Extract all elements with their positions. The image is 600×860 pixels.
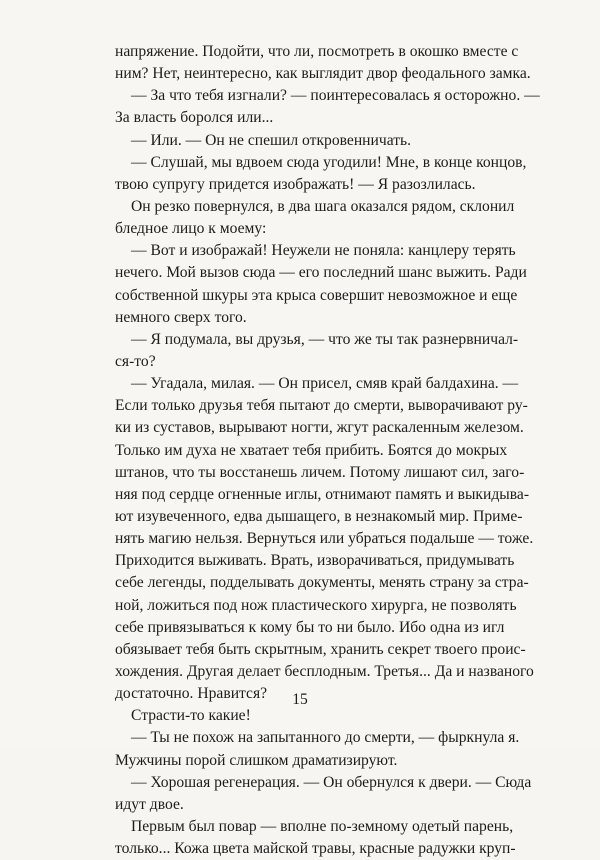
- text-line: бледное лицо к моему:: [115, 220, 267, 238]
- page-body-text: [115, 41, 540, 860]
- text-line: себе легенды, подделывать документы, менять страну за стра-: [115, 574, 529, 592]
- text-line: — Слушай, мы вдвоем сюда угодили! Мне, в конце концов,: [131, 153, 527, 171]
- text-line: немного сверх того.: [115, 308, 247, 326]
- text-line: твою супругу придется изображать! — Я разозлилась.: [115, 175, 476, 193]
- text-line: штанов, что ты восстанешь личем. Потому лишают сил, заго-: [115, 463, 525, 481]
- text-line: хождения. Другая делает бесплодным. Третья... Да и названого: [115, 662, 534, 680]
- text-line: собственной шкуры эта крыса совершит невозможное и еще: [115, 286, 518, 304]
- text-line: Он резко повернулся, в два шага оказался рядом, склонил: [131, 197, 515, 215]
- text-line: себе привязываться к кому бы то ни было. Ибо одна из игл: [115, 618, 505, 636]
- text-line: Если только друзья тебя пытают до смерти, выворачивают ру-: [115, 397, 528, 415]
- page-number: 15: [292, 691, 308, 708]
- text-line: ним? Нет, неинтересно, как выглядит двор феодального замка.: [115, 65, 531, 83]
- text-line: идут двое.: [115, 795, 184, 813]
- text-line: Первым был повар — вполне по-земному одетый парень,: [131, 817, 514, 835]
- text-line: ся-то?: [115, 352, 156, 370]
- text-line: нять магию нельзя. Вернуться или убраться подальше — тоже.: [115, 530, 534, 548]
- text-line: — Хорошая регенерация. — Он обернулся к двери. — Сюда: [131, 773, 532, 791]
- text-line: ки из суставов, вырывают ногти, жгут раскаленным железом.: [115, 419, 524, 437]
- text-line: — Я подумала, вы друзья, — что же ты так разнервничал-: [131, 330, 519, 348]
- text-line: За власть боролся или...: [115, 109, 274, 127]
- text-line: напряжение. Подойти, что ли, посмотреть в окошко вместе с: [115, 43, 519, 60]
- text-line: няя под сердце огненные иглы, отнимают память и выкидыва-: [115, 485, 530, 503]
- text-line: — Ты не похож на запытанного до смерти, — фыркнула я.: [131, 729, 520, 747]
- text-line: Приходится выживать. Врать, изворачиваться, придумывать: [115, 552, 515, 570]
- text-line: только... Кожа цвета майской травы, красные радужки круп-: [115, 840, 516, 858]
- text-line: — Или. — Он не спешил откровенничать.: [131, 131, 412, 149]
- text-line: ют изувеченного, едва дышащего, в незнакомый мир. Приме-: [115, 507, 523, 525]
- text-line: — За что тебя изгнали? — поинтересовалась я осторожно. —: [131, 87, 540, 105]
- text-line: обязывает тебя быть скрытным, хранить секрет твоего проис-: [115, 640, 526, 658]
- text-line: нечего. Мой вызов сюда — его последний шанс выжить. Ради: [115, 264, 527, 282]
- text-line: — Угадала, милая. — Он присел, смяв край балдахина. —: [131, 375, 519, 393]
- text-line: Страсти-то какие!: [131, 707, 251, 725]
- text-line: достаточно. Нравится?: [115, 685, 268, 703]
- text-line: ной, ложиться под нож пластического хирурга, не позволять: [115, 596, 517, 614]
- text-line: Мужчины порой слишком драматизируют.: [115, 751, 398, 769]
- text-line: — Вот и изображай! Неужели не поняла: канцлеру терять: [131, 242, 516, 260]
- text-line: Только им духа не хватает тебя прибить. Боятся до мокрых: [115, 441, 508, 459]
